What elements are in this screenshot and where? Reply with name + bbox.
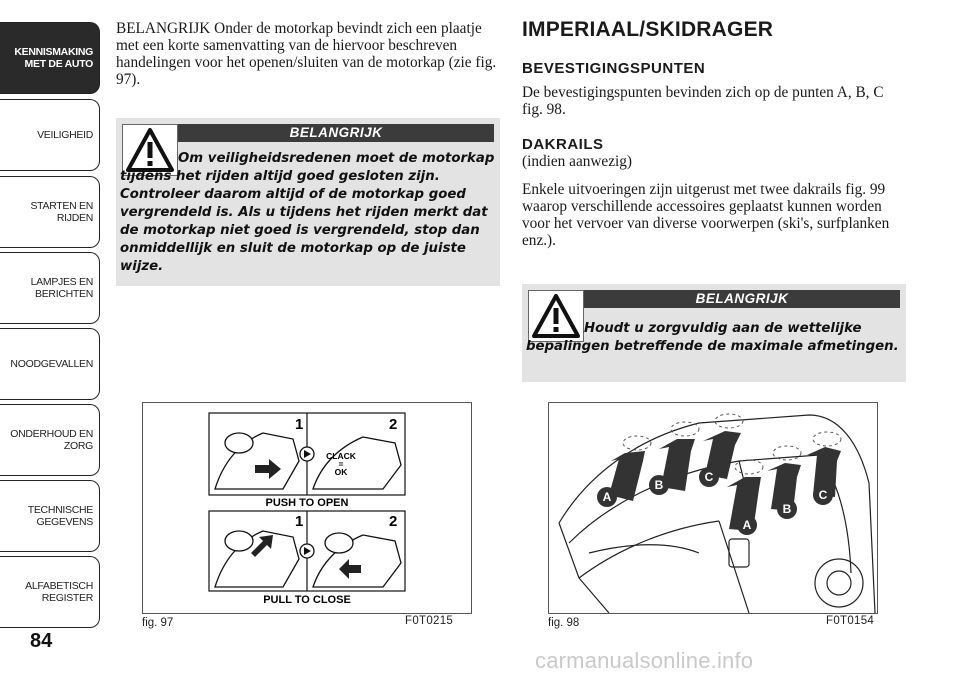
subheading-bevestigingspunten: BEVESTIGINGSPUNTEN <box>522 60 706 77</box>
label-b-left: B <box>654 478 664 492</box>
subheading-dakrails: DAKRAILS <box>522 136 604 153</box>
label-c-right: C <box>818 488 828 502</box>
tab-label: KENNISMAKING MET DE AUTO <box>14 46 93 70</box>
label-b-right: B <box>782 502 792 516</box>
figure-98-code: F0T0154 <box>826 615 875 627</box>
tab-label: NOODGEVALLEN <box>10 358 93 370</box>
watermark: carmanualsonline.info <box>535 648 754 673</box>
clack-text: CLACK <box>326 451 356 461</box>
figure-97-caption: fig. 97 <box>142 617 174 629</box>
label-a-right: A <box>742 518 752 532</box>
figure-97 <box>142 402 472 614</box>
tab-lampjes-en-berichten[interactable] <box>0 252 100 324</box>
warning-box-hood <box>116 118 500 286</box>
tab-alfabetisch-register[interactable] <box>0 556 100 628</box>
step-1-top: 1 <box>295 416 304 433</box>
warning-title: BELANGRIJK <box>178 124 494 142</box>
pull-to-close-label: PULL TO CLOSE <box>263 594 351 606</box>
tab-onderhoud-en-zorg[interactable] <box>0 404 100 476</box>
tab-label: LAMPJES EN BERICHTEN <box>30 276 93 300</box>
label-a-left: A <box>602 490 612 504</box>
tab-label: ONDERHOUD EN ZORG <box>10 428 93 452</box>
warning-box-dimensions <box>522 284 906 382</box>
tab-kennismaking[interactable] <box>0 22 100 94</box>
label-c-left: C <box>704 470 714 484</box>
dakrails-note: (indien aanwezig) <box>522 153 632 170</box>
tab-noodgevallen[interactable] <box>0 328 100 400</box>
figure-98-caption: fig. 98 <box>548 617 580 629</box>
warning-text: Houdt u zorgvuldig aan de wettelijke bepalingen betreffende de maximale afmetingen. <box>526 321 899 354</box>
section-title: IMPERIAAL/SKIDRAGER <box>522 18 774 41</box>
right-column <box>522 18 906 249</box>
push-to-open-label: PUSH TO OPEN <box>265 497 349 509</box>
step-2-top: 2 <box>389 416 398 433</box>
tab-starten-en-rijden[interactable] <box>0 176 100 248</box>
tab-technische-gegevens[interactable] <box>0 480 100 552</box>
tab-label: ALFABETISCH REGISTER <box>25 580 93 604</box>
step-1-bottom: 1 <box>295 513 304 530</box>
tab-label: TECHNISCHE GEGEVENS <box>27 504 93 528</box>
tab-label: STARTEN EN RIJDEN <box>30 200 93 224</box>
tab-label: VEILIGHEID <box>37 129 93 141</box>
clack-equals: = <box>338 459 344 469</box>
figure-97-code: F0T0215 <box>405 615 454 627</box>
left-column <box>116 20 500 88</box>
hood-label-paragraph: BELANGRIJK Onder de motorkap bevindt zich een plaatje met een korte samenvatting van de hiervoor beschreven handelingen voor het openen/sluiten van de motorkap (zie fig. 97). <box>116 20 497 88</box>
bevestigingspunten-paragraph: De bevestigingspunten bevinden zich op de punten A, B, C fig. 98. <box>522 84 884 118</box>
step-2-bottom: 2 <box>389 513 398 530</box>
page-number: 84 <box>30 630 53 652</box>
warning-text: Om veiligheidsredenen moet de motorkap tijdens het rijden altijd goed gesloten zijn. Controleer daarom altijd of de motorkap goed vergrendeld is. Als u tijdens het rijden merkt dat de motorkap niet goed is vergrendeld, stop dan onmiddellijk en sluit de motorkap op de juiste wijze. <box>120 151 495 274</box>
clack-ok: OK <box>334 467 348 477</box>
warning-title: BELANGRIJK <box>584 290 900 308</box>
figure-98 <box>548 402 878 614</box>
dakrails-paragraph: Enkele uitvoeringen zijn uitgerust met twee dakrails fig. 99 waarop verschillende accessoires geplaatst kunnen worden voor het vervoer van diverse voorwerpen (ski's, surfplanken enz.). <box>522 181 890 249</box>
tab-veiligheid[interactable] <box>0 99 100 171</box>
